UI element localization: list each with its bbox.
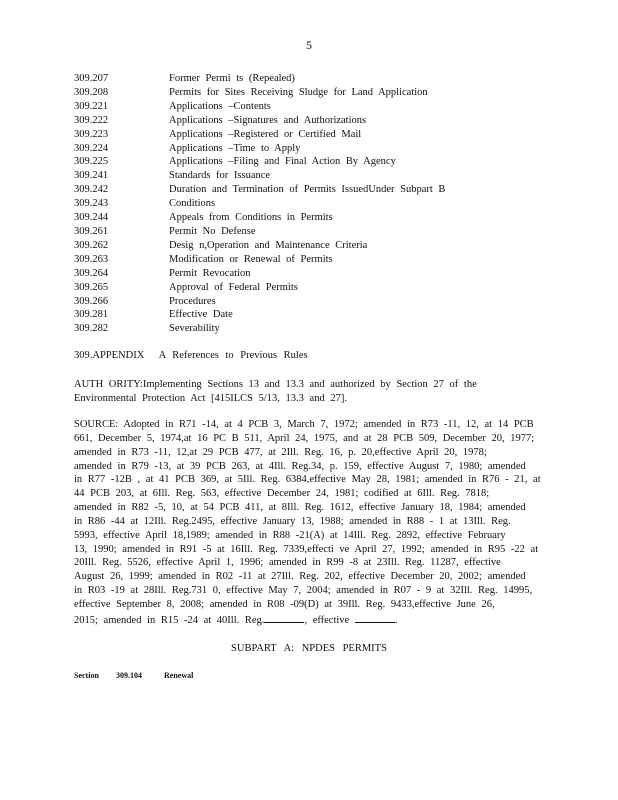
toc-section-title: Permits for Sites Receiving Sludge for Land Application xyxy=(169,86,428,98)
toc-section-title: Effective Date xyxy=(169,309,233,321)
toc-section-number: 309.261 xyxy=(74,225,109,237)
toc-section-number: 309.224 xyxy=(74,142,109,154)
toc-section-title: Approval of Federal Permits xyxy=(169,281,298,293)
authority-note xyxy=(74,378,544,406)
toc-section-number: 309.241 xyxy=(74,170,109,182)
toc-section-title: Applications –Registered or Certified Mail xyxy=(169,128,362,140)
table-of-contents xyxy=(74,72,554,336)
source-line: amended in R73 -11, 12,at 29 PCB 477, at 2Ill. Reg. 16, p. 20,effective April 20, 1978; xyxy=(74,446,487,458)
toc-entry xyxy=(74,267,554,281)
source-line: in R86 -44 at 12Ill. Reg.2495, effective January 13, 1988; amended in R88 - 1 at 13Ill. Reg. xyxy=(74,515,511,527)
toc-entry xyxy=(74,169,554,183)
toc-section-number: 309.208 xyxy=(74,86,109,98)
source-line: amended in R82 -5, 10, at 54 PCB 411, at 8Ill. Reg. 1612, effective January 18, 1984; amended xyxy=(74,502,526,514)
section-label: Section xyxy=(74,671,99,680)
toc-section-number: 309.262 xyxy=(74,239,109,251)
toc-section-title: Duration and Termination of Permits IssuedUnder Subpart B xyxy=(169,184,446,196)
source-line: in R77 -12B , at 41 PCB 369, at 5Ill. Reg. 6384,effective May 28, 1981; amended in R76 - 21, at xyxy=(74,474,541,486)
toc-section-title: Appeals from Conditions in Permits xyxy=(169,212,333,224)
toc-entry xyxy=(74,183,554,197)
toc-section-number: 309.266 xyxy=(74,295,109,307)
blank-line xyxy=(355,612,395,623)
toc-section-number: 309.242 xyxy=(74,184,109,196)
toc-section-number: 309.243 xyxy=(74,198,109,210)
toc-section-title: Procedures xyxy=(169,295,216,307)
toc-section-number: 309.222 xyxy=(74,114,109,126)
source-line: SOURCE: Adopted in R71 -14, at 4 PCB 3, March 7, 1972; amended in R73 -11, 12, at 14 PCB xyxy=(74,419,534,430)
toc-entry xyxy=(74,239,554,253)
appendix-title: A References to Previous Rules xyxy=(158,350,308,361)
source-line: 5993, effective April 18,1989; amended in R88 -21(A) at 14Ill. Reg. 2892, effective February xyxy=(74,529,506,541)
toc-section-number: 309.264 xyxy=(74,267,109,279)
toc-entry xyxy=(74,197,554,211)
toc-entry xyxy=(74,322,554,336)
section-heading xyxy=(74,671,193,680)
toc-entry xyxy=(74,225,554,239)
toc-section-title: Applications –Time to Apply xyxy=(169,142,301,154)
toc-entry xyxy=(74,100,554,114)
toc-section-title: Applications –Contents xyxy=(169,100,271,112)
source-line: 44 PCB 203, at 6Ill. Reg. 563, effective December 24, 1981; codified at 6Ill. Reg. 7818; xyxy=(74,488,490,500)
appendix-number: 309.APPENDIX xyxy=(74,350,145,361)
source-line: 13, 1990; amended in R91 -5 at 16Ill. Reg. 7339,effecti ve April 27, 1992; amended in R95 -22 at xyxy=(74,543,539,555)
toc-entry xyxy=(74,155,554,169)
toc-section-title: Severability xyxy=(169,323,220,335)
toc-section-number: 309.281 xyxy=(74,309,109,321)
toc-section-title: Applications –Signatures and Authorizations xyxy=(169,114,367,126)
toc-section-title: Conditions xyxy=(169,198,216,210)
blank-line xyxy=(264,612,304,623)
toc-section-number: 309.263 xyxy=(74,253,109,265)
toc-section-number: 309.221 xyxy=(74,100,109,112)
source-line: 661, December 5, 1974,at 16 PC B 511, April 24, 1975, and at 28 PCB 509, December 20, 1977; xyxy=(74,432,535,444)
toc-entry xyxy=(74,142,554,156)
toc-section-title: Desig n,Operation and Maintenance Criteria xyxy=(169,239,368,251)
appendix-entry xyxy=(74,350,308,361)
section-title: Renewal xyxy=(164,671,194,680)
source-line: in R03 -19 at 28Ill. Reg.731 0, effective May 7, 2004; amended in R07 - 9 at 32Ill. Reg. 14995, xyxy=(74,585,533,597)
toc-entry xyxy=(74,295,554,309)
toc-section-number: 309.223 xyxy=(74,128,109,140)
source-note xyxy=(74,418,544,628)
toc-entry xyxy=(74,281,554,295)
toc-section-number: 309.282 xyxy=(74,323,109,335)
toc-section-number: 309.207 xyxy=(74,73,109,84)
toc-entry xyxy=(74,86,554,100)
toc-section-number: 309.225 xyxy=(74,156,109,168)
toc-section-title: Applications –Filing and Final Action By Agency xyxy=(169,156,396,168)
toc-section-title: Permit No Defense xyxy=(169,225,256,237)
toc-entry xyxy=(74,308,554,322)
toc-section-title: Standards for Issuance xyxy=(169,170,271,182)
source-line: 20Ill. Reg. 5526, effective April 1, 1996; amended in R99 -8 at 23Ill. Reg. 11287, effective xyxy=(74,557,501,569)
toc-section-number: 309.265 xyxy=(74,281,109,293)
toc-section-title: Modification or Renewal of Permits xyxy=(169,253,333,265)
toc-section-number: 309.244 xyxy=(74,212,109,224)
toc-entry xyxy=(74,114,554,128)
source-last-line: 2015; amended in R15 -24 at 40Ill. Reg. , effective . xyxy=(74,612,544,628)
toc-section-title: Former Permi ts (Repealed) xyxy=(169,73,295,84)
toc-section-title: Permit Revocation xyxy=(169,267,251,279)
page-number: 5 xyxy=(306,38,312,52)
toc-entry xyxy=(74,72,554,86)
toc-entry xyxy=(74,211,554,225)
authority-line: Environmental Protection Act [415ILCS 5/13, 13.3 and 27]. xyxy=(74,393,347,404)
source-line: August 26, 1999; amended in R02 -11 at 27Ill. Reg. 202, effective December 20, 2002; amended xyxy=(74,571,526,583)
source-line: amended in R79 -13, at 39 PCB 263, at 4Ill. Reg.34, p. 159, effective August 7, 1980; amended xyxy=(74,460,526,472)
section-number: 309.104 xyxy=(116,671,142,680)
authority-line: AUTH ORITY:Implementing Sections 13 and 13.3 and authorized by Section 27 of the xyxy=(74,379,477,390)
source-line: effective September 8, 2008; amended in R08 -09(D) at 39Ill. Reg. 9433,effective June 26, xyxy=(74,598,495,610)
toc-entry xyxy=(74,253,554,267)
toc-entry xyxy=(74,128,554,142)
subpart-heading: SUBPART A: NPDES PERMITS xyxy=(231,643,387,654)
